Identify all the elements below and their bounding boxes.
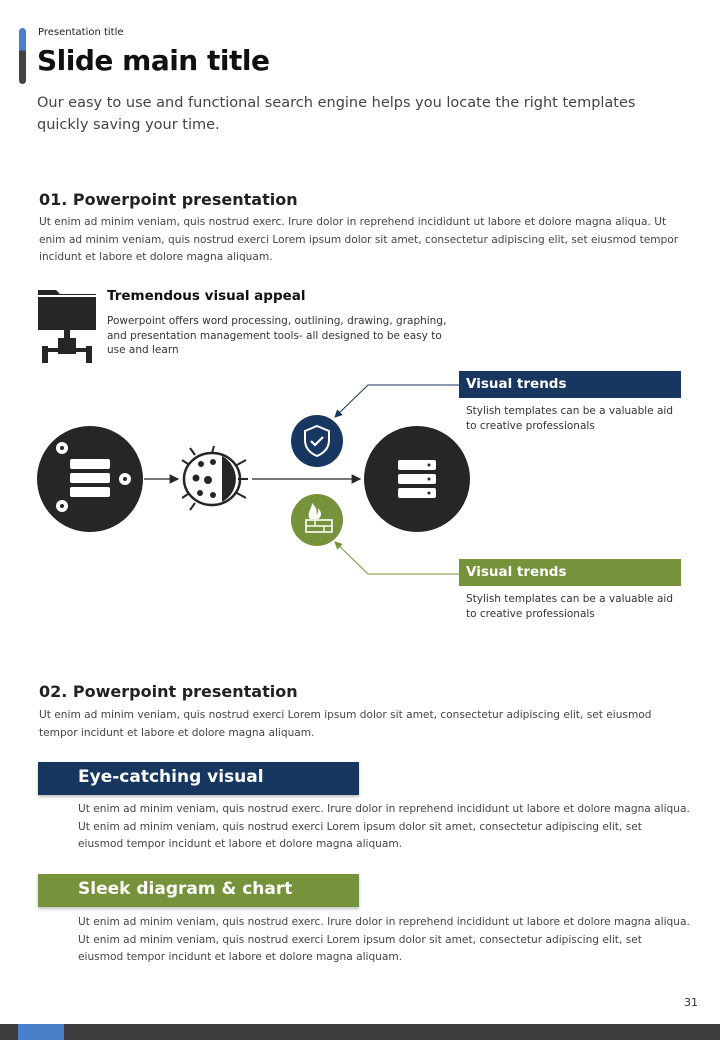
sleek-diagram-banner: Sleek diagram & chart	[38, 874, 359, 907]
section1-heading: 01. Powerpoint presentation	[39, 190, 298, 209]
server-icon	[364, 426, 470, 532]
feature-title: Tremendous visual appeal	[107, 288, 306, 304]
page-subtitle: Our easy to use and functional search engine helps you locate the right templates quickly saving your time.	[37, 95, 636, 133]
visual-trends-text-top: Stylish templates can be a valuable aid to creative professionals	[466, 405, 673, 432]
eye-catching-banner: Eye-catching visual	[38, 762, 359, 795]
page-title: Slide main title	[37, 44, 270, 77]
section1-body: Ut enim ad minim veniam, quis nostrud exerc. Irure dolor in reprehend incididunt ut labore et dolore magna aliqua. Ut enim ad minim veniam, quis nostrud exerci Lorem ipsum dolor sit amet, consectetur adipiscing elit, set eiusmod tempor incidunt et labore et dolore magna aliquam.	[39, 216, 679, 263]
infected-server-icon	[37, 426, 143, 532]
footer-bar	[0, 1024, 720, 1040]
visual-trends-text-bottom: Stylish templates can be a valuable aid to creative professionals	[466, 593, 673, 620]
footer-accent	[18, 1024, 64, 1040]
visual-trends-tag-top: Visual trends	[459, 371, 681, 398]
presentation-title: Presentation title	[38, 27, 124, 38]
visual-trends-tag-bottom: Visual trends	[459, 559, 681, 586]
sleek-diagram-text: Ut enim ad minim veniam, quis nostrud exerc. Irure dolor in reprehend incididunt ut labore et dolore magna aliqua. Ut enim ad minim veniam, quis nostrud exerci Lorem ipsum dolor sit amet, consectetur adipiscing elit, set eiusmod tempor incidunt et labore et dolore magna aliquam.	[78, 916, 690, 963]
section2-body: Ut enim ad minim veniam, quis nostrud exerci Lorem ipsum dolor sit amet, consectetur adipiscing elit, set eiusmod tempor incidunt et labore et dolore magna aliquam.	[39, 709, 652, 739]
bug-icon	[182, 446, 248, 510]
section2-heading: 02. Powerpoint presentation	[39, 682, 298, 701]
title-accent-bar	[19, 28, 26, 84]
network-folder-icon	[36, 286, 98, 366]
page-number: 31	[684, 996, 698, 1009]
firewall-icon	[291, 494, 343, 546]
shield-icon	[291, 415, 343, 467]
feature-text: Powerpoint offers word processing, outlining, drawing, graphing, and presentation management tools- all designed to be easy to use and learn	[107, 315, 447, 356]
eye-catching-text: Ut enim ad minim veniam, quis nostrud exerc. Irure dolor in reprehend incididunt ut labore et dolore magna aliqua. Ut enim ad minim veniam, quis nostrud exerci Lorem ipsum dolor sit amet, consectetur adipiscing elit, set eiusmod tempor incidunt et labore et dolore magna aliquam.	[78, 803, 690, 850]
